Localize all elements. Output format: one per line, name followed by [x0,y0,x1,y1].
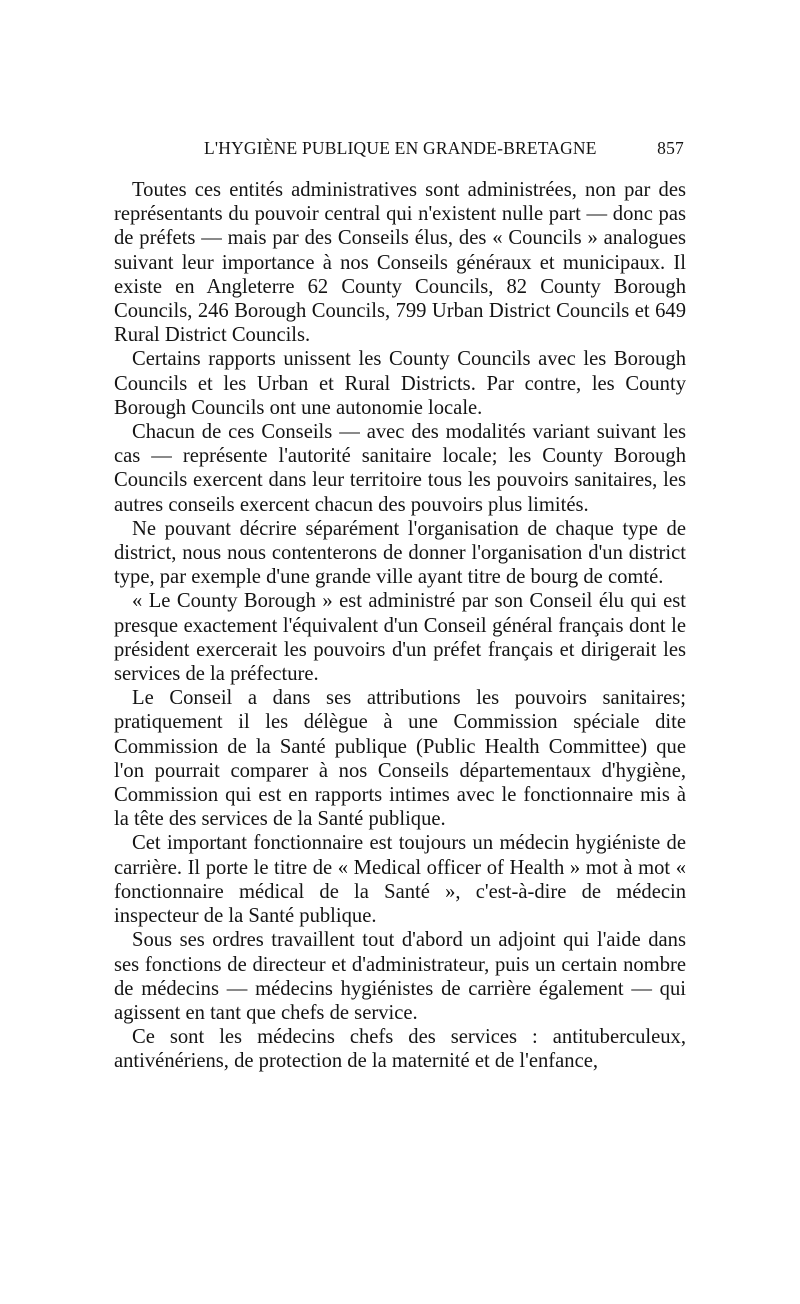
paragraph-4: Ne pouvant décrire séparément l'organisation de chaque type de district, nous nous contenterons de donner l'organisation d'un district type, par exemple d'une grande ville ayant titre de bourg de comté. [114,517,686,589]
paragraph-6: Le Conseil a dans ses attributions les pouvoirs sanitaires; pratiquement il les délègue à une Commission spéciale dite Commission de la Santé publique (Public Health Committee) que l'on pourrait comparer à nos Conseils départementaux d'hygiène, Commission qui est en rapports intimes avec le fonctionnaire mis à la tête des services de la Santé publique. [114,687,686,831]
running-header [114,138,686,166]
page-number: 857 [657,138,684,158]
paragraph-3: Chacun de ces Conseils — avec des modalités variant suivant les cas — représente l'autorité sanitaire locale; les County Borough Councils exercent dans leur territoire tous les pouvoirs sanitaires, les autres conseils exercent chacun des pouvoirs plus limités. [114,421,686,516]
paragraph-8: Sous ses ordres travaillent tout d'abord un adjoint qui l'aide dans ses fonctions de directeur et d'administrateur, puis un certain nombre de médecins — médecins hygiénistes de carrière également — qui agissent en tant que chefs de service. [114,929,686,1024]
paragraph-2: Certains rapports unissent les County Councils avec les Borough Councils et les Urban et Rural Districts. Par contre, les County Borough Councils ont une autonomie locale. [114,348,686,419]
paragraph-5: « Le County Borough » est administré par son Conseil élu qui est presque exactement l'équivalent d'un Conseil général français dont le président exercerait les pouvoirs d'un préfet français et dirigerait les services de la préfecture. [114,590,686,686]
book-page [114,138,686,1074]
paragraph-1: Toutes ces entités administratives sont administrées, non par des représentants du pouvoir central qui n'existent nulle part — donc pas de préfets — mais par des Conseils élus, des « Councils » analogues suivant leur importance à nos Conseils généraux et municipaux. Il existe en Angleterre 62 County Councils, 82 County Borough Councils, 246 Borough Councils, 799 Urban District Councils et 649 Rural District Councils. [114,179,686,347]
paragraph-9: Ce sont les médecins chefs des services : antituberculeux, antivénériens, de protection de la maternité et de l'enfance, [114,1026,686,1073]
body-text [114,178,686,1074]
paragraph-7: Cet important fonctionnaire est toujours un médecin hygiéniste de carrière. Il porte le titre de « Medical officer of Health » mot à mot « fonctionnaire médical de la Santé », c'est-à-dire de médecin inspecteur de la Santé publique. [114,832,686,928]
running-title: L'HYGIÈNE PUBLIQUE EN GRANDE-BRETAGNE [204,138,597,158]
